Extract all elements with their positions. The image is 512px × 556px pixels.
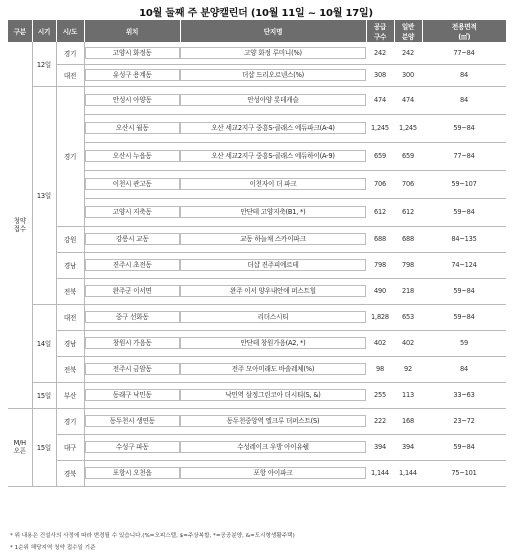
date-cell: 15일: [32, 382, 56, 408]
general-cell: 659: [394, 142, 422, 170]
area-cell: 59: [422, 330, 506, 356]
header-location: 위치: [84, 20, 180, 42]
region-cell: 강원: [56, 226, 84, 252]
header-date: 시기: [32, 20, 56, 42]
area-cell: 77~84: [422, 42, 506, 64]
location-cell: 진주시 초전동: [84, 252, 180, 278]
complex-cell: 고양 화정 루미니(%): [180, 42, 366, 64]
header-general: 일반 분양: [394, 20, 422, 42]
category-subscription: 청약 접수: [8, 42, 32, 408]
complex-cell: 안단테 창원가음(A2, *): [180, 330, 366, 356]
footnote-basis: * 1순위 해당지역 청약 접수일 기준: [10, 545, 96, 551]
area-cell: 84: [422, 356, 506, 382]
area-cell: 59~84: [422, 434, 506, 460]
area-cell: 75~101: [422, 460, 506, 486]
region-cell: 경북: [56, 460, 84, 486]
table-row: [8, 86, 506, 114]
general-cell: 1,245: [394, 114, 422, 142]
location-cell: 고양시 지축동: [84, 198, 180, 226]
schedule-table: [8, 20, 506, 487]
header-complex: 단지명: [180, 20, 366, 42]
complex-cell: 안성아양 롯데캐슬: [180, 86, 366, 114]
general-cell: 688: [394, 226, 422, 252]
supply-cell: 98: [366, 356, 394, 382]
supply-cell: 222: [366, 408, 394, 434]
area-cell: 59~84: [422, 304, 506, 330]
supply-cell: 798: [366, 252, 394, 278]
region-cell: 부산: [56, 382, 84, 408]
supply-cell: 402: [366, 330, 394, 356]
table-row: [8, 434, 506, 460]
supply-cell: 394: [366, 434, 394, 460]
general-cell: 706: [394, 170, 422, 198]
area-cell: 74~124: [422, 252, 506, 278]
location-cell: 수성구 파동: [84, 434, 180, 460]
location-cell: 안성시 아양동: [84, 86, 180, 114]
location-cell: 창원시 가음동: [84, 330, 180, 356]
area-cell: 33~63: [422, 382, 506, 408]
date-cell: 12일: [32, 42, 56, 86]
table-row: [8, 460, 506, 486]
region-cell: 대전: [56, 64, 84, 86]
table-row: [8, 330, 506, 356]
complex-cell: 오산 세교2지구 중흥S-클래스 에듀하이(A-9): [180, 142, 366, 170]
general-cell: 402: [394, 330, 422, 356]
calendar-title: 10월 둘째 주 분양캘린더 (10월 11일 ~ 10월 17일): [139, 8, 373, 19]
table-row: [8, 252, 506, 278]
general-cell: 300: [394, 64, 422, 86]
complex-cell: 리더스시티: [180, 304, 366, 330]
region-cell: 경남: [56, 330, 84, 356]
location-cell: 고양시 화정동: [84, 42, 180, 64]
complex-cell: 오산 세교2지구 중흥S-클래스 에듀파크(A-4): [180, 114, 366, 142]
header-region: 시/도: [56, 20, 84, 42]
table-row: [8, 382, 506, 408]
date-cell: 14일: [32, 304, 56, 382]
area-cell: 23~72: [422, 408, 506, 434]
complex-cell: 동두천중앙역 엘크루 더퍼스트(S): [180, 408, 366, 434]
supply-cell: 1,828: [366, 304, 394, 330]
region-cell: 경남: [56, 252, 84, 278]
location-cell: 동두천시 생연동: [84, 408, 180, 434]
table-row: [8, 226, 506, 252]
supply-cell: 688: [366, 226, 394, 252]
supply-cell: 706: [366, 170, 394, 198]
region-cell: 대구: [56, 434, 84, 460]
complex-cell: 교동 하늘채 스카이파크: [180, 226, 366, 252]
location-cell: 완주군 이서면: [84, 278, 180, 304]
supply-cell: 255: [366, 382, 394, 408]
general-cell: 168: [394, 408, 422, 434]
table-row: [8, 278, 506, 304]
supply-cell: 474: [366, 86, 394, 114]
category-model-house: M/H 오픈: [8, 408, 32, 486]
general-cell: 218: [394, 278, 422, 304]
footnote-disclaimer: * 위 내용은 건설사의 사정에 따라 변경될 수 있습니다.(%=오피스텔, $=주상복합, *=공공분양, &=도시형생활주택): [10, 533, 295, 539]
header-row: [8, 20, 506, 42]
table-row: [8, 408, 506, 434]
general-cell: 1,144: [394, 460, 422, 486]
location-cell: 강릉시 교동: [84, 226, 180, 252]
region-cell: 경기: [56, 42, 84, 64]
area-cell: 77~84: [422, 142, 506, 170]
region-cell: 대전: [56, 304, 84, 330]
location-cell: 전주시 금암동: [84, 356, 180, 382]
general-cell: 242: [394, 42, 422, 64]
area-cell: 84~135: [422, 226, 506, 252]
supply-cell: 242: [366, 42, 394, 64]
location-cell: 오산시 누읍동: [84, 142, 180, 170]
date-cell: 15일: [32, 408, 56, 486]
area-cell: 59~84: [422, 114, 506, 142]
general-cell: 474: [394, 86, 422, 114]
supply-cell: 308: [366, 64, 394, 86]
region-cell: 경기: [56, 408, 84, 434]
complex-cell: 낙민역 삼정그린코아 더시티(S, &): [180, 382, 366, 408]
complex-cell: 수성레이크 우방 아이유쉘: [180, 434, 366, 460]
supply-cell: 490: [366, 278, 394, 304]
general-cell: 612: [394, 198, 422, 226]
complex-cell: 완주 이서 양우내안애 퍼스트힐: [180, 278, 366, 304]
location-cell: 유성구 용계동: [84, 64, 180, 86]
complex-cell: 이천자이 더 파크: [180, 170, 366, 198]
complex-cell: 더샵 진주피에르테: [180, 252, 366, 278]
region-cell: 경기: [56, 86, 84, 226]
table-row: [8, 42, 506, 64]
area-cell: 59~84: [422, 198, 506, 226]
supply-cell: 612: [366, 198, 394, 226]
location-cell: 중구 선화동: [84, 304, 180, 330]
location-cell: 오산시 월동: [84, 114, 180, 142]
location-cell: 이천시 관고동: [84, 170, 180, 198]
area-cell: 84: [422, 64, 506, 86]
table-row: [8, 64, 506, 86]
supply-cell: 1,144: [366, 460, 394, 486]
table-row: [8, 356, 506, 382]
supply-cell: 659: [366, 142, 394, 170]
general-cell: 113: [394, 382, 422, 408]
complex-cell: 전주 모아미래도 바솔레체(%): [180, 356, 366, 382]
area-cell: 59~84: [422, 278, 506, 304]
location-cell: 동래구 낙민동: [84, 382, 180, 408]
region-cell: 전북: [56, 356, 84, 382]
area-cell: 59~107: [422, 170, 506, 198]
general-cell: 92: [394, 356, 422, 382]
header-area: 전용면적 (㎡): [422, 20, 506, 42]
complex-cell: 더샵 드리오르넨스(%): [180, 64, 366, 86]
area-cell: 84: [422, 86, 506, 114]
location-cell: 포항시 오천읍: [84, 460, 180, 486]
header-category: 구분: [8, 20, 32, 42]
general-cell: 394: [394, 434, 422, 460]
complex-cell: 안단테 고양지축(B1, *): [180, 198, 366, 226]
supply-cell: 1,245: [366, 114, 394, 142]
region-cell: 전북: [56, 278, 84, 304]
date-cell: 13일: [32, 86, 56, 304]
header-supply: 공급 구수: [366, 20, 394, 42]
table-row: [8, 304, 506, 330]
complex-cell: 포항 아이파크: [180, 460, 366, 486]
general-cell: 653: [394, 304, 422, 330]
general-cell: 798: [394, 252, 422, 278]
